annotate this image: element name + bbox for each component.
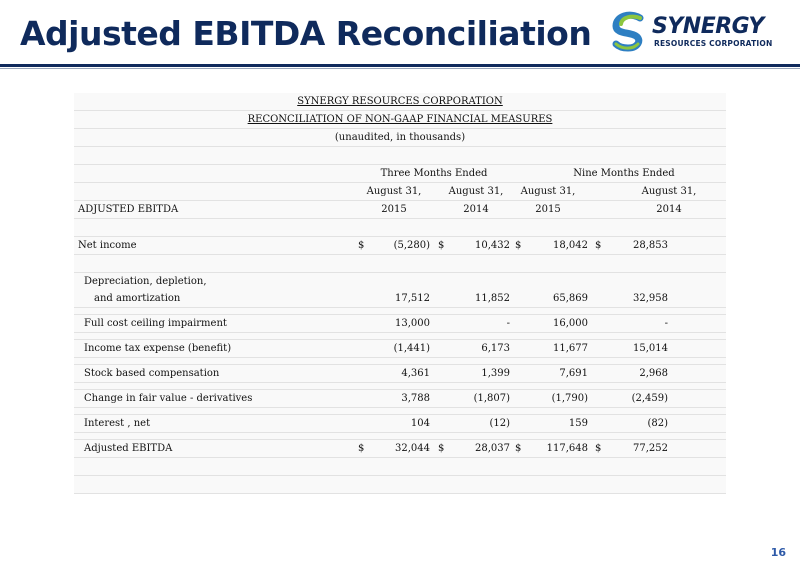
table-row [74,219,726,237]
table-row-impairment [74,315,726,333]
table-spacer [74,358,726,365]
cell-value: 28,853 [633,240,668,251]
reconciliation-table [74,93,726,494]
synergy-swirl-icon [610,10,650,54]
cell-value: 104 [410,418,430,429]
cell-value: (82) [647,418,668,429]
cell-value: 6,173 [481,343,510,354]
cell-value: 7,691 [559,368,588,379]
cell-value: 18,042 [553,240,588,251]
table-row [74,183,726,201]
table-spacer [74,408,726,415]
cell-value: 10,432 [475,240,510,251]
cell-value: (2,459) [631,393,668,404]
period-header-three-months: Three Months Ended [380,168,488,179]
cell-value: 2,968 [639,368,668,379]
cell-value: 117,648 [546,443,588,454]
currency-symbol: $ [358,443,365,454]
currency-symbol: $ [515,240,522,251]
period-header-nine-months: Nine Months Ended [573,168,675,179]
cell-value: 15,014 [633,343,668,354]
cell-value: (1,807) [473,393,510,404]
table-row [74,147,726,165]
cell-value: 77,252 [633,443,668,454]
section-label: ADJUSTED EBITDA [78,204,179,215]
cell-value: 1,399 [481,368,510,379]
row-label: Adjusted EBITDA [84,443,173,454]
currency-symbol: $ [438,240,445,251]
table-row-interest [74,415,726,433]
currency-symbol: $ [358,240,365,251]
page-number: 16 [770,546,786,559]
cell-value: 11,852 [475,293,510,304]
row-label: Depreciation, depletion, [84,276,207,287]
table-spacer [74,333,726,340]
table-row [74,129,726,147]
column-year: 2014 [463,204,489,215]
table-spacer [74,308,726,315]
cell-value: 28,037 [475,443,510,454]
cell-value: 13,000 [395,318,430,329]
column-date: August 31, [520,186,576,197]
row-label: Full cost ceiling impairment [84,318,227,329]
cell-value: (1,790) [551,393,588,404]
cell-value: - [506,318,510,329]
table-spacer [74,383,726,390]
table-row-dda [74,273,726,308]
cell-value: 65,869 [553,293,588,304]
cell-value: 159 [568,418,588,429]
table-row [74,165,726,183]
column-date: August 31, [448,186,504,197]
table-heading: RECONCILIATION OF NON-GAAP FINANCIAL MEASURES [247,114,553,125]
table-row-derivatives [74,390,726,408]
cell-value: (1,441) [393,343,430,354]
logo-subtitle: RESOURCES CORPORATION [654,39,773,48]
currency-symbol: $ [515,443,522,454]
currency-symbol: $ [595,443,602,454]
company-name: SYNERGY RESOURCES CORPORATION [297,96,503,107]
table-row [74,93,726,111]
table-row-net-income [74,237,726,255]
table-row [74,255,726,273]
cell-value: 32,044 [395,443,430,454]
cell-value: 11,677 [553,343,588,354]
logo-wordmark: SYNERGY [652,14,764,39]
row-label: Change in fair value - derivatives [84,393,253,404]
table-row-adjusted-ebitda [74,440,726,458]
column-year: 2015 [381,204,407,215]
table-row [74,111,726,129]
column-year: 2014 [656,204,682,215]
slide-title: Adjusted EBITDA Reconciliation [20,14,592,53]
cell-value: 32,958 [633,293,668,304]
table-spacer [74,433,726,440]
cell-value: - [664,318,668,329]
row-label: Stock based compensation [84,368,220,379]
table-row [74,458,726,476]
row-label: Interest , net [84,418,151,429]
company-logo [610,10,773,54]
table-row-stock-comp [74,365,726,383]
title-rule-thin [0,68,800,69]
cell-value: (12) [489,418,510,429]
table-row [74,476,726,494]
currency-symbol: $ [595,240,602,251]
currency-symbol: $ [438,443,445,454]
cell-value: 17,512 [395,293,430,304]
title-rule [0,64,800,67]
cell-value: (5,280) [393,240,430,251]
row-label: Net income [78,240,137,251]
cell-value: 3,788 [401,393,430,404]
cell-value: 16,000 [553,318,588,329]
column-date: August 31, [641,186,697,197]
table-row [74,201,726,219]
row-label: Income tax expense (benefit) [84,343,232,354]
table-row-income-tax [74,340,726,358]
table-note: (unaudited, in thousands) [334,132,466,143]
row-label-continued: and amortization [94,293,181,304]
column-date: August 31, [366,186,422,197]
column-year: 2015 [535,204,561,215]
cell-value: 4,361 [401,368,430,379]
